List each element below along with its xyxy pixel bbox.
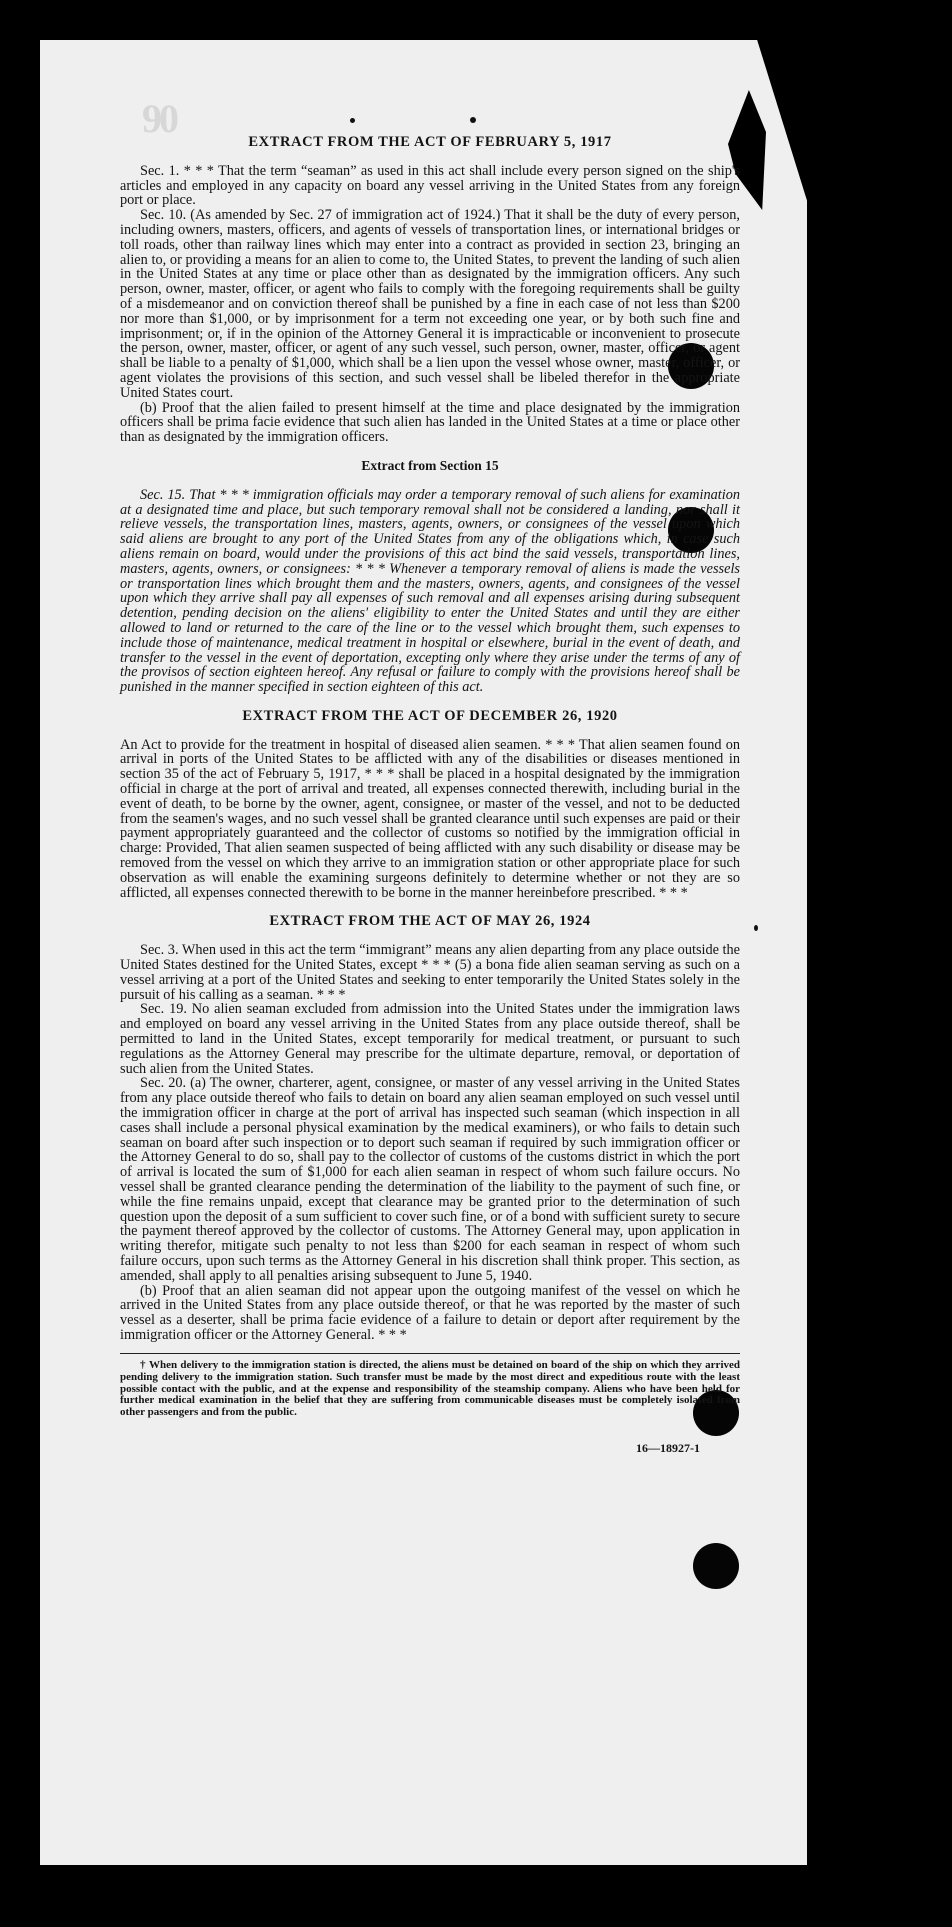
- paragraph-proof-b: (b) Proof that the alien failed to present himself at the time and place designated by the immigration officers shall be prima facie evidence that such alien has landed in the United States at a time or place other than as designated by the immigration officers.: [120, 399, 740, 446]
- ink-speck: [470, 117, 476, 123]
- form-number: 16—18927-1: [636, 1441, 700, 1456]
- footnote-divider: [120, 1353, 740, 1354]
- paragraph-sec-15: Sec. 15. That * * * immigration officials may order a temporary removal of such aliens for examination at a designated time and place, but such temporary removal shall not be considered a landing, nor shall it relieve vessels, the transportation lines, masters, agents, owners, or consignees of the vessel upon which said aliens are brought to any port of the United States from any of the obligations which, in case such aliens remain on board, would under the provisions of this act bind the said vessels, transportation lines, masters, agents, owners, or consignees: * * * Whenever a temporary removal of aliens is made the vessels or transportation lines which brought them and the masters, owners, agents, and consignees of the vessel upon which they arrive shall pay all expenses of such removal and all expenses arising during subsequent detention, pending decision on the aliens' eligibility to enter the United States and until they are either allowed to land or returned to the care of the line or to the vessel which brought them, such expenses to include those of maintenance, medical treatment in hospital or elsewhere, burial in the event of death, and transfer to the vessel in the event of deportation, excepting only where they arise under the terms of any of the provisos of section eighteen hereof. Any refusal or failure to comply with the provisions hereof shall be punished in the manner specified in section eighteen of this act.: [120, 486, 740, 696]
- paragraph-sec-3: Sec. 3. When used in this act the term “immigrant” means any alien departing from any place outside the United States destined for the United States, except * * * (5) a bona fide alien seaman serving as such on a vessel arriving at a port of the United States and seeking to enter temporarily the United States solely in the pursuit of his calling as a seaman. * * *: [120, 942, 741, 1003]
- heading-section-15: Extract from Section 15: [361, 457, 499, 473]
- paragraph-sec-1: Sec. 1. * * * That the term “seaman” as used in this act shall include every person signed on the ship's articles and employed in any capacity on board any vessel arriving in the United States from any foreign port or place.: [120, 162, 740, 209]
- punch-hole: [693, 1543, 739, 1589]
- heading-act-1924: EXTRACT FROM THE ACT OF MAY 26, 1924: [269, 913, 591, 930]
- paragraph-sec-20a: Sec. 20. (a) The owner, charterer, agent, consignee, or master of any vessel arriving in the United States from any place outside thereof who fails to detain on board any alien seaman employed on such vessel until the immigration officer in charge at the port of arrival has inspected such seaman (which inspection in all cases shall include a personal physical examination by the medical examiners), or who fails to detain such seaman on board after such inspection or to deport such seaman if required by such immigration officer or the Attorney General to do so, shall pay to the collector of customs of the customs district in which the port of arrival is located the sum of $1,000 for each alien seaman in respect of whom such failure occurs. No vessel shall be granted clearance pending the determination of the liability to the payment of such fine, or while the fine remains unpaid, except that clearance may be granted prior to the determination of such question upon the deposit of a sum sufficient to cover such fine, or of a bond with sufficient surety to secure the payment thereof approved by the collector of customs. The Attorney General may, upon application in writing therefor, mitigate such penalty to not less than $200 for each seaman in respect of whom such failure occurs, upon such terms as the Attorney General in his discretion shall think proper. This section, as amended, shall apply to all penalties arising subsequent to June 5, 1940.: [120, 1075, 740, 1284]
- ink-speck: [350, 118, 355, 123]
- paragraph-sec-10: Sec. 10. (As amended by Sec. 27 of immigration act of 1924.) That it shall be the duty of every person, including owners, masters, officers, and agents of vessels of transportation lines, or international bridges or toll roads, other than railway lines which may enter into a contract as provided in section 23, bringing an alien to, or providing a means for an alien to come to, the United States, to prevent the landing of such alien in the United States at any time or place other than as designated by the immigration officers. Any such person, owner, master, officer, or agent who fails to comply with the foregoing requirements shall be guilty of a misdemeanor and on conviction thereof shall be punished by a fine in each case of not less than $200 nor more than $1,000, or by imprisonment for a term not exceeding one year, or by both such fine and imprisonment; or, if in the opinion of the Attorney General it is impracticable or inconvenient to prosecute the person, owner, master, officer, or agent of any such vessel, such person, owner, master, officer, or agent shall be liable to a penalty of $1,000, which shall be a lien upon the vessel whose owner, master, officer, or agent violates the provisions of this section, and such vessel shall be libeled therefor in the appropriate United States court.: [120, 207, 740, 401]
- footnote-text: † When delivery to the immigration station is directed, the aliens must be detained on board of the ship on which they arrived pending delivery to the immigration station. Such transfer must be made by the most direct and expeditious route with the least possible contact with the public, and at the expense and responsibility of the steamship company. Aliens who have been held for further medical examination in the belief that they are suffering from communicable diseases must be completely isolated from other passengers and from the public.: [120, 1358, 740, 1419]
- ink-speck: [754, 925, 758, 931]
- ghost-page-number: 90: [142, 96, 176, 141]
- paragraph-act-1920: An Act to provide for the treatment in hospital of diseased alien seamen. * * * That alien seamen found on arrival in ports of the United States to be afflicted with any of the disabilities or diseases mentioned in section 35 of the act of February 5, 1917, * * * shall be placed in a hospital designated by the immigration official in charge at the port of arrival and treated, all expenses connected therewith, including burial in the event of death, to be borne by the owner, agent, consignee, or master of the vessel, and not to be deducted from the seamen's wages, and no such vessel shall be granted clearance until such expenses are paid or their payment appropriately guaranteed and the collector of customs so notified by the immigration official in charge: Provided, That alien seamen suspected of being afflicted with any such disability or disease may be removed from the vessel on which they arrive to an immigration station or other appropriate place for such observation as will enable the examining surgeons definitely to determine whether or not they are so afflicted, all expenses connected therewith to be borne in the manner hereinbefore prescribed. * * *: [120, 736, 740, 901]
- paragraph-sec-19: Sec. 19. No alien seaman excluded from admission into the United States under the immigration laws and employed on board any vessel arriving in the United States from any place outside thereof, shall be permitted to land in the United States, except temporarily for medical treatment, or pursuant to such regulations as the Attorney General may prescribe for the ultimate departure, removal, or deportation of such alien from the United States.: [120, 1001, 740, 1077]
- heading-act-1917: EXTRACT FROM THE ACT OF FEBRUARY 5, 1917: [248, 134, 612, 150]
- heading-act-1920: EXTRACT FROM THE ACT OF DECEMBER 26, 1920: [242, 707, 618, 724]
- document-body: [120, 135, 740, 1456]
- paragraph-sec-20b: (b) Proof that an alien seaman did not appear upon the outgoing manifest of the vessel on which he arrived in the United States from any place outside thereof, or that he was reported by the master of such vessel as a deserter, shall be prima facie evidence of a failure to detain or deport after requirement by the immigration officer or the Attorney General. * * *: [120, 1282, 740, 1343]
